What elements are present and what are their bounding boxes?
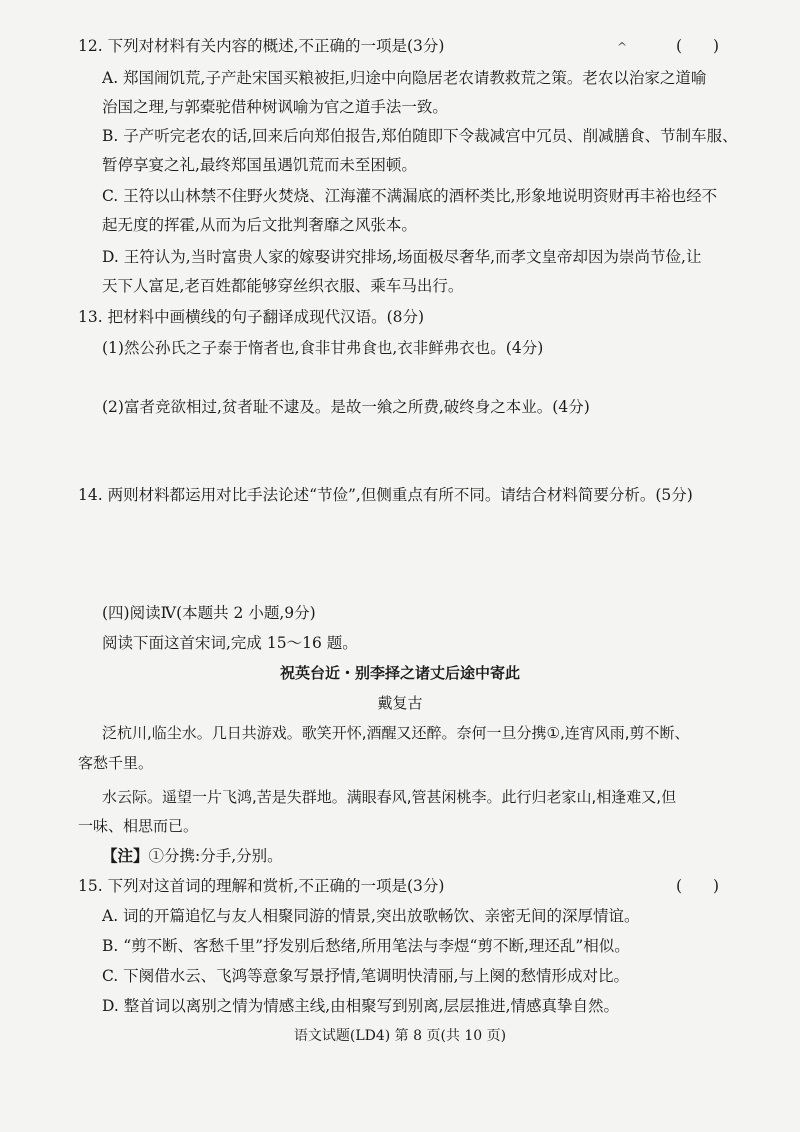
- q12-option-d-line1: D. 王符认为,当时富贵人家的嫁娶讲究排场,场面极尽奢华,而孝文皇帝却因为崇尚节俭,让: [102, 248, 702, 266]
- page-footer: 语文试题(LD4) 第 8 页(共 10 页): [293, 1028, 507, 1044]
- q12-option-b-line1: B. 子产听完老农的话,回来后向郑伯报告,郑伯随即下令裁减宫中冗员、削减膳食、节制车服、: [102, 127, 738, 145]
- section4-header: (四)阅读Ⅳ(本题共 2 小题,9分): [102, 604, 316, 622]
- q12-option-c-line2: 起无度的挥霍,从而为后文批判奢靡之风张本。: [102, 216, 417, 234]
- q12-stem: 12. 下列对材料有关内容的概述,不正确的一项是(3分): [78, 37, 445, 55]
- poem-line-2: 客愁千里。: [78, 754, 154, 772]
- poem-author: 戴复古: [377, 694, 423, 712]
- q15-option-b: B. “剪不断、客愁千里”抒发别后愁绪,所用笔法与李煜“剪不断,理还乱”相似。: [102, 937, 630, 955]
- q12-option-b-line2: 暂停享宴之礼,最终郑国虽遇饥荒而未至困顿。: [102, 156, 417, 174]
- poem-note-label: 【注】: [102, 846, 149, 865]
- poem-line-4: 一味、相思而已。: [78, 817, 199, 835]
- q12-option-a-line1: A. 郑国闹饥荒,子产赴宋国买粮被拒,归途中向隐居老农请教救荒之策。老农以治家之道喻: [102, 69, 707, 87]
- poem-note: [102, 846, 283, 866]
- poem-line-1: 泛杭川,临尘水。几日共游戏。歌笑开怀,酒醒又还醉。奈何一旦分携①,连宵风雨,剪不断、: [102, 724, 690, 742]
- q12-option-a-line2: 治国之理,与郭橐驼借种树讽喻为官之道手法一致。: [102, 98, 448, 116]
- q15-option-a: A. 词的开篇追忆与友人相聚同游的情景,突出放歌畅饮、亲密无间的深厚情谊。: [102, 907, 640, 925]
- poem-line-3: 水云际。遥望一片飞鸿,苦是失群地。满眼春风,管甚闲桃李。此行归老家山,相逢难又,但: [102, 788, 677, 806]
- q13-sub2: (2)富者竞欲相过,贫者耻不逮及。是故一飨之所费,破终身之本业。(4分): [102, 398, 590, 416]
- q15-option-c: C. 下阕借水云、飞鸿等意象写景抒情,笔调明快清丽,与上阕的愁情形成对比。: [102, 967, 630, 985]
- section4-instruction: 阅读下面这首宋词,完成 15～16 题。: [102, 634, 358, 652]
- q15-stem: 15. 下列对这首词的理解和赏析,不正确的一项是(3分): [78, 877, 445, 895]
- q15-option-d: D. 整首词以离别之情为情感主线,由相聚写到别离,层层推进,情感真挚自然。: [102, 997, 620, 1015]
- q12-option-d-line2: 天下人富足,老百姓都能够穿丝织衣服、乘车马出行。: [102, 277, 464, 295]
- q13-sub1: (1)然公孙氏之子泰于惰者也,食非甘弗食也,衣非鲜弗衣也。(4分): [102, 339, 544, 357]
- q13-stem: 13. 把材料中画横线的句子翻译成现代汉语。(8分): [78, 308, 425, 326]
- q12-answer-bracket: ( ): [676, 37, 720, 55]
- q14-stem: 14. 两则材料都运用对比手法论述“节俭”,但侧重点有所不同。请结合材料简要分析。(5分): [78, 486, 693, 504]
- q15-answer-bracket: ( ): [676, 877, 720, 895]
- q12-option-c-line1: C. 王符以山林禁不住野火焚烧、江海灌不满漏底的酒杯类比,形象地说明资财再丰裕也经不: [102, 187, 718, 205]
- poem-note-text: ①分携:分手,分别。: [148, 847, 283, 865]
- poem-title: 祝英台近・别李择之诸丈后途中寄此: [279, 664, 520, 682]
- caret-mark: ^: [617, 40, 628, 54]
